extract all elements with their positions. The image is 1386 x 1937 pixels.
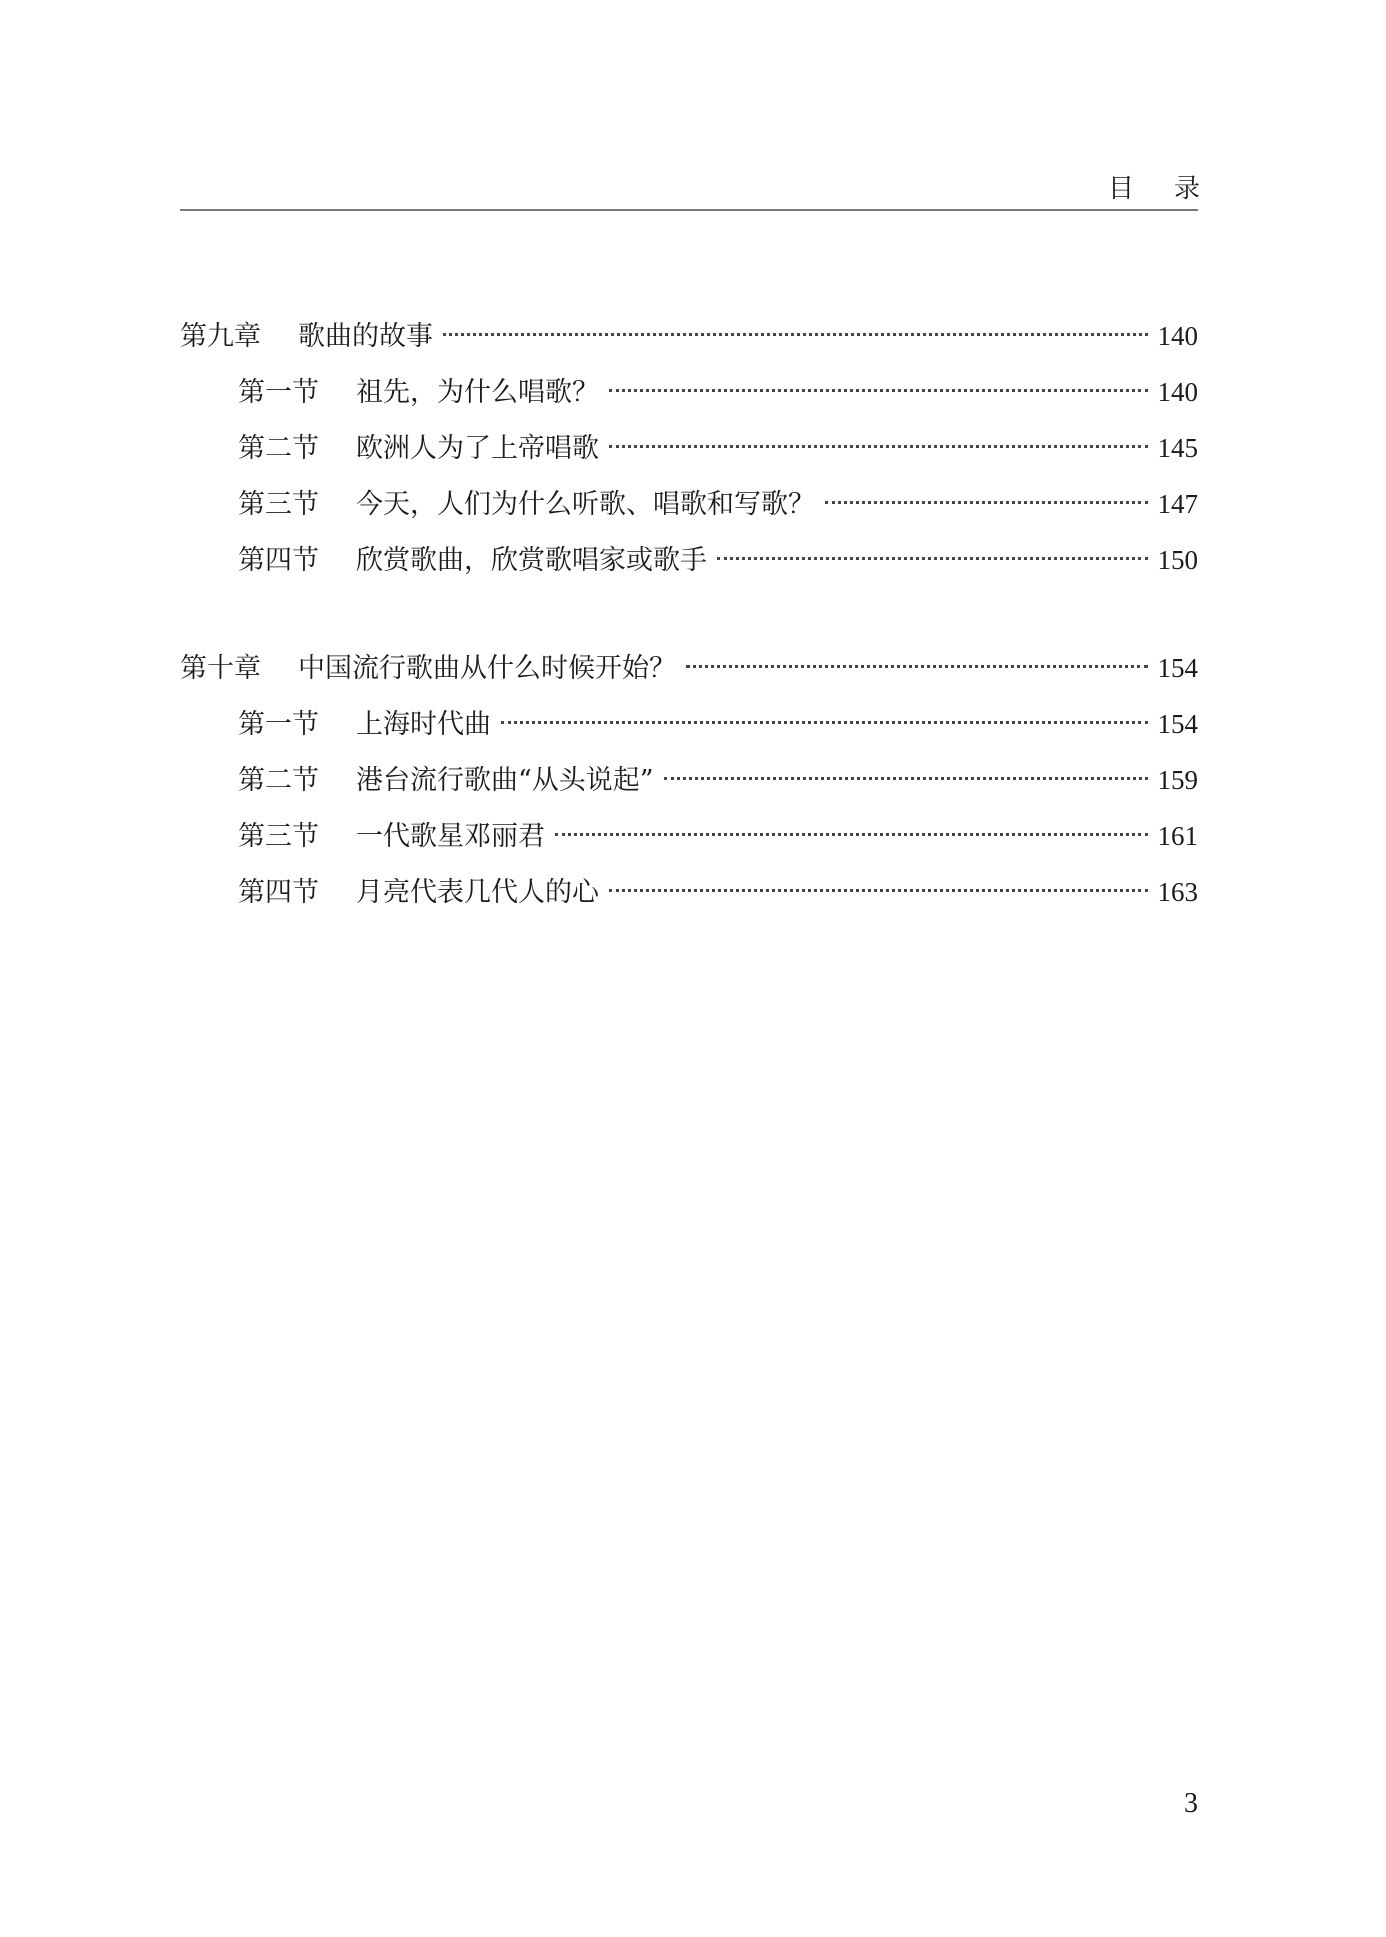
chapter-title: 中国流行歌曲从什么时候开始？ bbox=[298, 653, 676, 684]
dot-leader bbox=[609, 889, 1148, 892]
dot-leader bbox=[555, 833, 1148, 836]
section-label: 第三节 bbox=[238, 821, 319, 852]
section-page: 140 bbox=[1157, 377, 1198, 407]
toc-section-row[interactable] bbox=[180, 420, 1198, 476]
section-title: 一代歌星邓丽君 bbox=[356, 821, 545, 852]
dot-leader bbox=[686, 665, 1148, 668]
toc-chapter-row[interactable] bbox=[180, 640, 1198, 696]
chapter-block bbox=[180, 640, 1198, 920]
toc-section-row[interactable] bbox=[180, 696, 1198, 752]
dot-leader bbox=[501, 721, 1148, 724]
dot-leader bbox=[664, 777, 1148, 780]
toc-section-row[interactable] bbox=[180, 364, 1198, 420]
section-label: 第四节 bbox=[238, 877, 319, 908]
section-page: 154 bbox=[1157, 709, 1198, 739]
toc-section-row[interactable] bbox=[180, 476, 1198, 532]
section-title: 月亮代表几代人的心 bbox=[356, 877, 599, 908]
running-head: 目录 bbox=[1107, 174, 1240, 204]
section-title: 上海时代曲 bbox=[356, 709, 491, 740]
section-title: 港台流行歌曲“从头说起” bbox=[356, 765, 654, 796]
section-label: 第一节 bbox=[238, 709, 319, 740]
section-page: 163 bbox=[1157, 877, 1198, 907]
section-label: 第三节 bbox=[238, 489, 319, 520]
toc-section-row[interactable] bbox=[180, 864, 1198, 920]
page-number: 3 bbox=[1184, 1788, 1198, 1819]
section-page: 161 bbox=[1157, 821, 1198, 851]
section-label: 第二节 bbox=[238, 765, 319, 796]
chapter-title: 歌曲的故事 bbox=[298, 321, 433, 352]
dot-leader bbox=[609, 445, 1148, 448]
dot-leader bbox=[443, 333, 1148, 336]
section-title: 今天，人们为什么听歌、唱歌和写歌？ bbox=[356, 489, 815, 520]
section-page: 159 bbox=[1157, 765, 1198, 795]
toc-section-row[interactable] bbox=[180, 532, 1198, 588]
toc-section-row[interactable] bbox=[180, 752, 1198, 808]
section-label: 第二节 bbox=[238, 433, 319, 464]
chapter-page: 140 bbox=[1157, 321, 1198, 351]
section-page: 145 bbox=[1157, 433, 1198, 463]
dot-leader bbox=[825, 501, 1148, 504]
toc-chapter-row[interactable] bbox=[180, 308, 1198, 364]
table-of-contents bbox=[180, 308, 1198, 972]
section-title: 欣赏歌曲，欣赏歌唱家或歌手 bbox=[356, 545, 707, 576]
section-label: 第一节 bbox=[238, 377, 319, 408]
section-title: 祖先，为什么唱歌？ bbox=[356, 377, 599, 408]
chapter-label: 第九章 bbox=[180, 321, 261, 352]
section-label: 第四节 bbox=[238, 545, 319, 576]
section-page: 147 bbox=[1157, 489, 1198, 519]
dot-leader bbox=[717, 557, 1148, 560]
header-rule bbox=[180, 209, 1198, 211]
chapter-page: 154 bbox=[1157, 653, 1198, 683]
section-page: 150 bbox=[1157, 545, 1198, 575]
chapter-label: 第十章 bbox=[180, 653, 261, 684]
toc-section-row[interactable] bbox=[180, 808, 1198, 864]
chapter-block bbox=[180, 308, 1198, 588]
dot-leader bbox=[609, 389, 1148, 392]
section-title: 欧洲人为了上帝唱歌 bbox=[356, 433, 599, 464]
